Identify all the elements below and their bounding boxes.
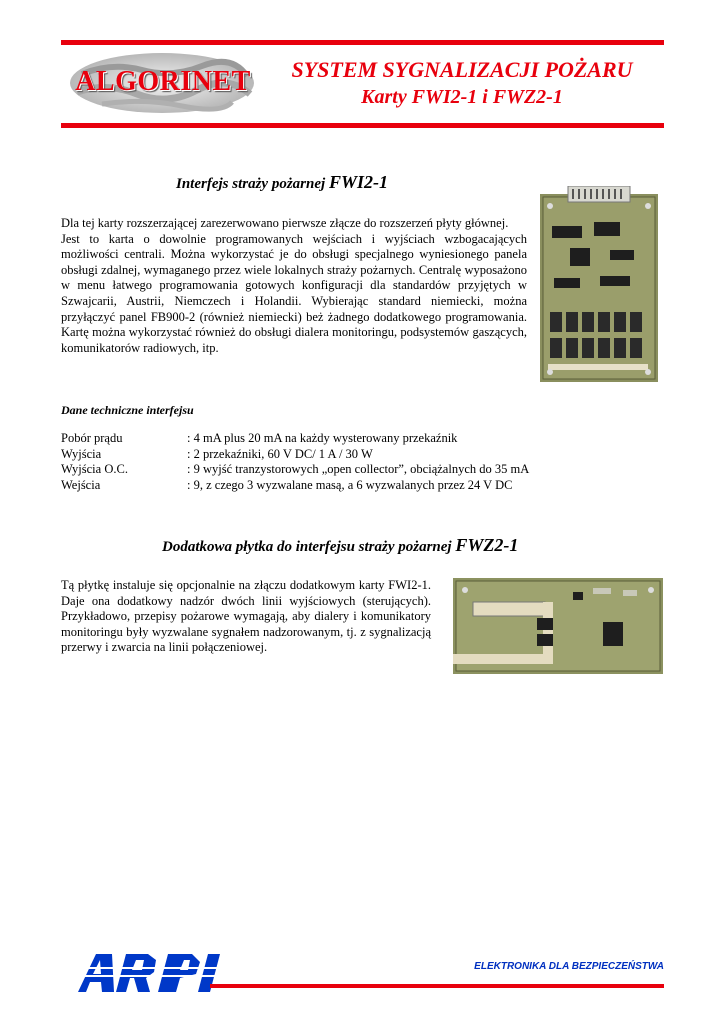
section1-body <box>61 216 527 356</box>
spec-label: Wyjścia <box>61 446 102 461</box>
fwz2-1-board-image <box>453 578 663 674</box>
spec-value: : 2 przekaźniki, 60 V DC/ 1 A / 30 W <box>187 446 373 461</box>
document-subtitle: Karty FWI2-1 i FWZ2-1 <box>361 86 563 108</box>
spec-row <box>61 447 529 463</box>
brand-name: ALGORINET <box>75 66 251 97</box>
footer-rule <box>210 984 664 988</box>
section1-heading <box>176 172 388 193</box>
section2-heading <box>162 535 518 556</box>
section1-heading-text: Interfejs straży pożarnej <box>176 176 329 192</box>
section2-heading-text: Dodatkowa płytka do interfejsu straży pożarnej <box>162 539 456 555</box>
header-top-rule <box>61 40 664 45</box>
spec-row <box>61 431 529 447</box>
spec-value: : 4 mA plus 20 mA na każdy wysterowany przekaźnik <box>187 431 458 445</box>
spec-label: Pobór prądu <box>61 431 123 445</box>
spec-value: : 9, z czego 3 wyzwalane masą, a 6 wyzwalanych przez 24 V DC <box>187 477 513 492</box>
section1-paragraph: Jest to karta o dowolnie programowanych wejściach i wyjściach wzbogacających możliwości centrali. Można wykorzystać je do obsługi specjalnego wyniesionego panela obsługi zdalnej, wymaganego przez wiele lokalnych straży pożarnych. Centralę wyposażono w menu łatwego programowania gotowych konfiguracji dla standardów przyjętych w Szwajcarii, Austrii, Niemczech i Holandii. Wybierając standard niemiecki, można przyłączyć panel FB900-2 (również niemiecki) beż żadnego dodatkowego programowania. Kartę można wykorzystać również do obsługi dialera monitoringu, podsystemów gaszących, komunikatorów radiowych, itp. <box>61 231 527 355</box>
section2-heading-code: FWZ2-1 <box>455 535 519 555</box>
section2-body <box>61 578 431 656</box>
section1-heading-code: FWI2-1 <box>328 172 388 192</box>
spec-row <box>61 478 529 494</box>
fwi2-1-board-image <box>540 186 658 382</box>
document-title: SYSTEM SYGNALIZACJI POŻARU <box>291 57 633 82</box>
spec-label: Wyjścia O.C. <box>61 462 128 477</box>
spec-row <box>61 462 529 478</box>
section1-paragraph: Dla tej karty rozszerzającej zarezerwowano pierwsze złącze do rozszerzeń płyty głównej. <box>61 216 509 230</box>
section2-paragraph: Tą płytkę instaluje się opcjonalnie na złączu dodatkowym karty FWI2-1. Daje ona dodatkowy nadzór dwóch linii wyjściowych (sterujących). Przykładowo, przepisy pożarowe wymagają, aby dialery i komunikatory monitoringu były wyzwalane sygnałem nadzorowanym, tj. z sygnalizacją przerwy i zwarcia na linii połączeniowej. <box>61 578 431 655</box>
header-bottom-rule <box>61 123 664 128</box>
tech-spec-table <box>61 431 529 493</box>
footer-tagline: ELEKTRONIKA DLA BEZPIECZEŃSTWA <box>474 961 664 972</box>
spec-value: : 9 wyjść tranzystorowych „open collector”, obciążalnych do 35 mA <box>187 462 530 477</box>
tech-data-heading: Dane techniczne interfejsu <box>61 403 194 417</box>
arpol-logo <box>70 948 220 996</box>
spec-label: Wejścia <box>61 477 101 492</box>
algorinet-logo <box>62 52 262 114</box>
